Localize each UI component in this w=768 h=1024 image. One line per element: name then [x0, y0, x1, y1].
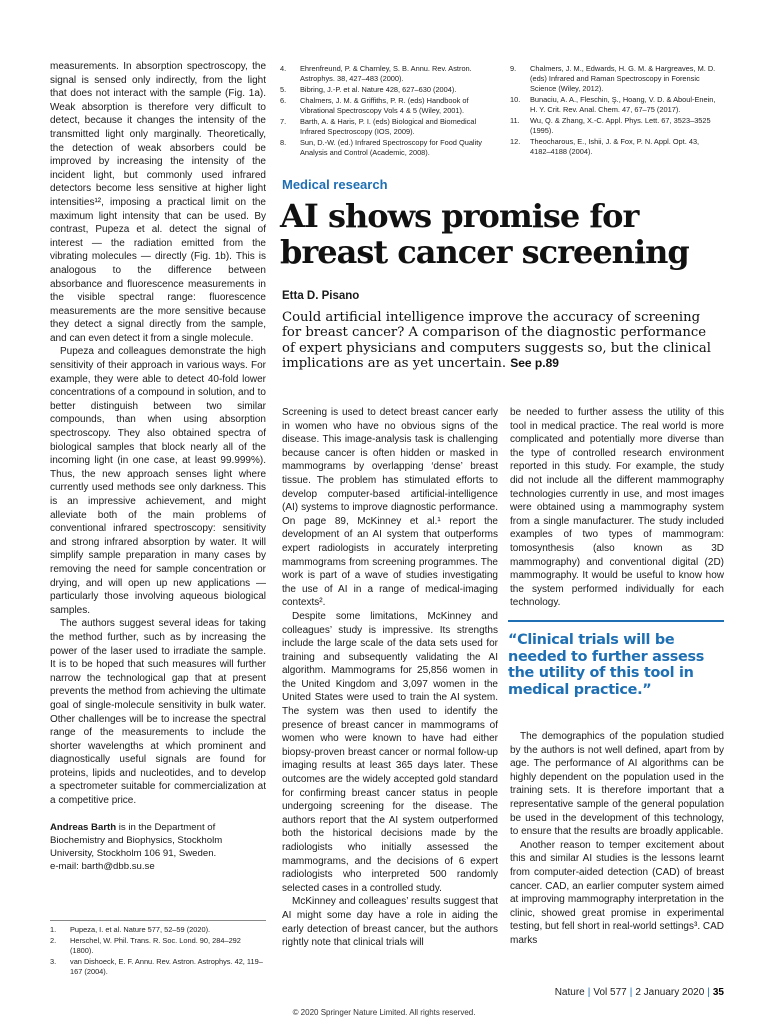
reference-item: 4. Ehrenfreund, P. & Charnley, S. B. Annu. Rev. Astron. Astrophys. 38, 427–483 (2000). — [280, 64, 472, 83]
journal-volume: Vol 577 — [593, 987, 627, 998]
standfirst-text: Could artificial intelligence improve the accuracy of screening for breast cancer? A comparison of the diagnostic performance of expert physicians and computers suggests so, but the clinical implications are as yet uncertain. — [282, 310, 711, 372]
body-paragraph: Despite some limitations, McKinney and colleagues’ study is impressive. Its strengths include the large scale of the data sets used for training and subsequently validating the AI algorithm. Mammograms for 25,856 women in the United Kingdom and 3,097 women in the United States were used to train the AI system. The system was then used to identify the presence of breast cancer in mammograms of women who were known to have had either biopsy-proven breast cancer or normal follow-up imaging results at least 365 days later. These outcomes are the widely accepted gold standard for confirming breast cancer status in people undergoing screening for the disease. The authors report that the AI system outperformed both the historical decisions made by the radiologists who initially assessed the mammograms, and the decisions of 6 expert radiologists who interpreted 500 randomly selected cases in a controlled study. — [282, 610, 498, 894]
reference-item: 3. van Dishoeck, E. F. Annu. Rev. Astron. Astrophys. 42, 119–167 (2004). — [50, 957, 263, 976]
page-number: 35 — [712, 987, 724, 998]
bio-email[interactable]: e-mail: barth@dbb.su.se — [50, 861, 155, 873]
left-column — [50, 60, 266, 873]
article-column-right-bottom — [510, 730, 724, 948]
bio-name: Andreas Barth — [50, 821, 117, 833]
body-paragraph: Screening is used to detect breast cancer early in women who have no obvious signs of the disease. This image-analysis task is challenging because cancer is often hidden or masked in mammograms by overlapping ‘dense’ breast tissue. The problem has stimulated efforts to develop computer-based artificial-intelligence (AI) systems to improve diagnostic performance. On page 89, McKinney et al.¹ report the development of an AI system that outperforms expert radiologists in accurately interpreting mammograms from screening programmes. The work is part of a wave of studies investigating the use of AI in a range of medical-imaging contexts². — [282, 407, 498, 609]
body-paragraph: Pupeza and colleagues demonstrate the high sensitivity of their approach in various ways. For example, they were able to detect 40-fold lower concentrations of a compound in solution, and to better distinguish between two similar compounds, than when using absorption spectroscopy. They also obtained spectra of biological samples that block nearly all of the incoming light (in one case, at least 99.999%). Thus, the new approach senses light where currently used methods see only darkness. This is an impressive achievement, and might alleviate both of the main problems of conventional infrared spectroscopy: sensitivity and strong infrared absorption by water. It will simplify sample preparation in many cases by removing the need for sample concentration or drying, and will open up new applications — particularly those involving aqueous biological samples. — [50, 346, 266, 616]
article-standfirst — [282, 310, 722, 372]
copyright-notice: © 2020 Springer Nature Limited. All rights reserved. — [292, 1008, 476, 1017]
author-bio — [50, 821, 266, 874]
pull-quote — [508, 620, 724, 698]
body-paragraph: McKinney and colleagues’ results suggest that AI might some day have a role in aiding the early detection of breast cancer, but the authors rightly note that clinical trials will — [282, 896, 498, 949]
issue-date: 2 January 2020 — [635, 987, 705, 998]
reference-item: 6. Chalmers, J. M. & Griffiths, P. R. (eds) Handbook of Vibrational Spectroscopy Vols 4 & 5 (Wiley, 2001). — [280, 96, 469, 115]
article-column-middle — [282, 406, 498, 950]
reference-item: 1. Pupeza, I. et al. Nature 577, 52–59 (2020). — [50, 925, 211, 934]
body-paragraph: Another reason to temper excitement about this and similar AI studies is the lessons learnt from computer-aided detection (CAD) of breast cancer. CAD, an earlier computer system aimed at improving mammography interpretation in the clinic, showed great promise in experimental testing, but fell short in real-world settings³. CAD marks — [510, 839, 724, 946]
section-label: Medical research — [282, 177, 388, 192]
bio-affiliation: is in the Department of Biochemistry and Biophysics, Stockholm University, Stockholm 106 91, Sweden. — [50, 821, 223, 860]
reference-list-top-a — [280, 64, 498, 159]
reference-list-left — [50, 925, 266, 978]
article-headline: AI shows promise for breast cancer screening — [280, 197, 689, 271]
reference-list-top-b — [510, 64, 720, 158]
journal-name: Nature — [554, 987, 585, 998]
body-paragraph: measurements. In absorption spectroscopy, the signal is sensed only indirectly, from the light that does not interact with the sample (Fig. 1a). Weak absorption is therefore very difficult to detect, because it changes the intensity of the transmitted light only marginally. Theoretically, the detection of weak absorbers could be improved by increasing the intensity of the incident light, but commonly used infrared detectors become less sensitive at higher light intensities¹², imposing a practical limit on the maximum light intensity that can be used. By contrast, Pupeza et al. detect the signal of interest — the radiation emitted from the vibrating molecules — directly (Fig. 1b). This is analogous to the difference between absorbance and fluorescence measurements in the visible spectral range: fluorescence measurements are the more sensitive because they detect a signal directly from the sample, and can even detect it from a single molecule. — [50, 61, 266, 344]
page-folio: Nature | Vol 577 | 2 January 2020 | 35 — [554, 987, 724, 998]
reference-item: 9. Chalmers, J. M., Edwards, H. G. M. & Hargreaves, M. D. (eds) Infrared and Raman Spectroscopy in Forensic Science (Wiley, 2012). — [510, 64, 716, 93]
see-page-link[interactable]: See p.89 — [510, 356, 559, 371]
body-paragraph: The demographics of the population studied by the authors is not well defined, apart from by age. The performance of AI algorithms can be highly dependent on the population used in the training sets. It is therefore important that a representative sample of the general population be used in the development of this technology, to ensure that the results are broadly applicable. — [510, 731, 724, 838]
body-paragraph: The authors suggest several ideas for taking the method further, such as by increasing the power of the laser used to irradiate the sample. It is to be hoped that such measures will further narrow the technological gap that at present prevents the method from achieving the ultimate goal of single-molecule sensitivity in bulk water. Other challenges will be to increase the spectral range of the measurements to include the shorter wavelengths at which prominent and diagnostically useful signals are found for proteins, lipids and nucleotides, and to develop a spectrometer suitable for commercialization at a competitive price. — [50, 618, 266, 807]
reference-item: 5. Bibring, J.-P. et al. Nature 428, 627–630 (2004). — [280, 85, 457, 94]
reference-item: 11. Wu, Q. & Zhang, X.-C. Appl. Phys. Lett. 67, 3523–3525 (1995). — [510, 116, 711, 135]
reference-item: 8. Sun, D.-W. (ed.) Infrared Spectroscopy for Food Quality Analysis and Control (Academic, 2008). — [280, 138, 482, 157]
reference-item: 7. Barth, A. & Haris, P. I. (eds) Biological and Biomedical Infrared Spectroscopy (IOS, 2009). — [280, 117, 477, 136]
reference-item: 2. Herschel, W. Phil. Trans. R. Soc. Lond. 90, 284–292 (1800). — [50, 936, 241, 955]
article-author: Etta D. Pisano — [282, 290, 360, 302]
references-divider — [50, 920, 266, 921]
article-column-right-top — [510, 406, 724, 610]
pull-quote-text: “Clinical trials will be needed to further assess the utility of this tool in medical practice.” — [508, 632, 705, 698]
body-paragraph: be needed to further assess the utility of this tool in medical practice. The real world is more complicated and potentially more diverse than the type of controlled research environment reported in this study. For example, the study did not include all the different mammography technologies currently in use, and most images were obtained using a mammography system from a single manufacturer. The study included examples of two types of mammogram: tomosynthesis (also known as 3D mammography) and conventional digital (2D) mammography. It would be useful to know how the system performed individually for each technology. — [510, 407, 724, 609]
reference-item: 12. Theocharous, E., Ishii, J. & Fox, P. N. Appl. Opt. 43, 4182–4188 (2004). — [510, 137, 700, 156]
reference-item: 10. Bunaciu, A. A., Fleschin, Ş., Hoang, V. D. & Aboul-Enein, H. Y. Crit. Rev. Anal. Chem. 47, 67–75 (2017). — [510, 95, 716, 114]
